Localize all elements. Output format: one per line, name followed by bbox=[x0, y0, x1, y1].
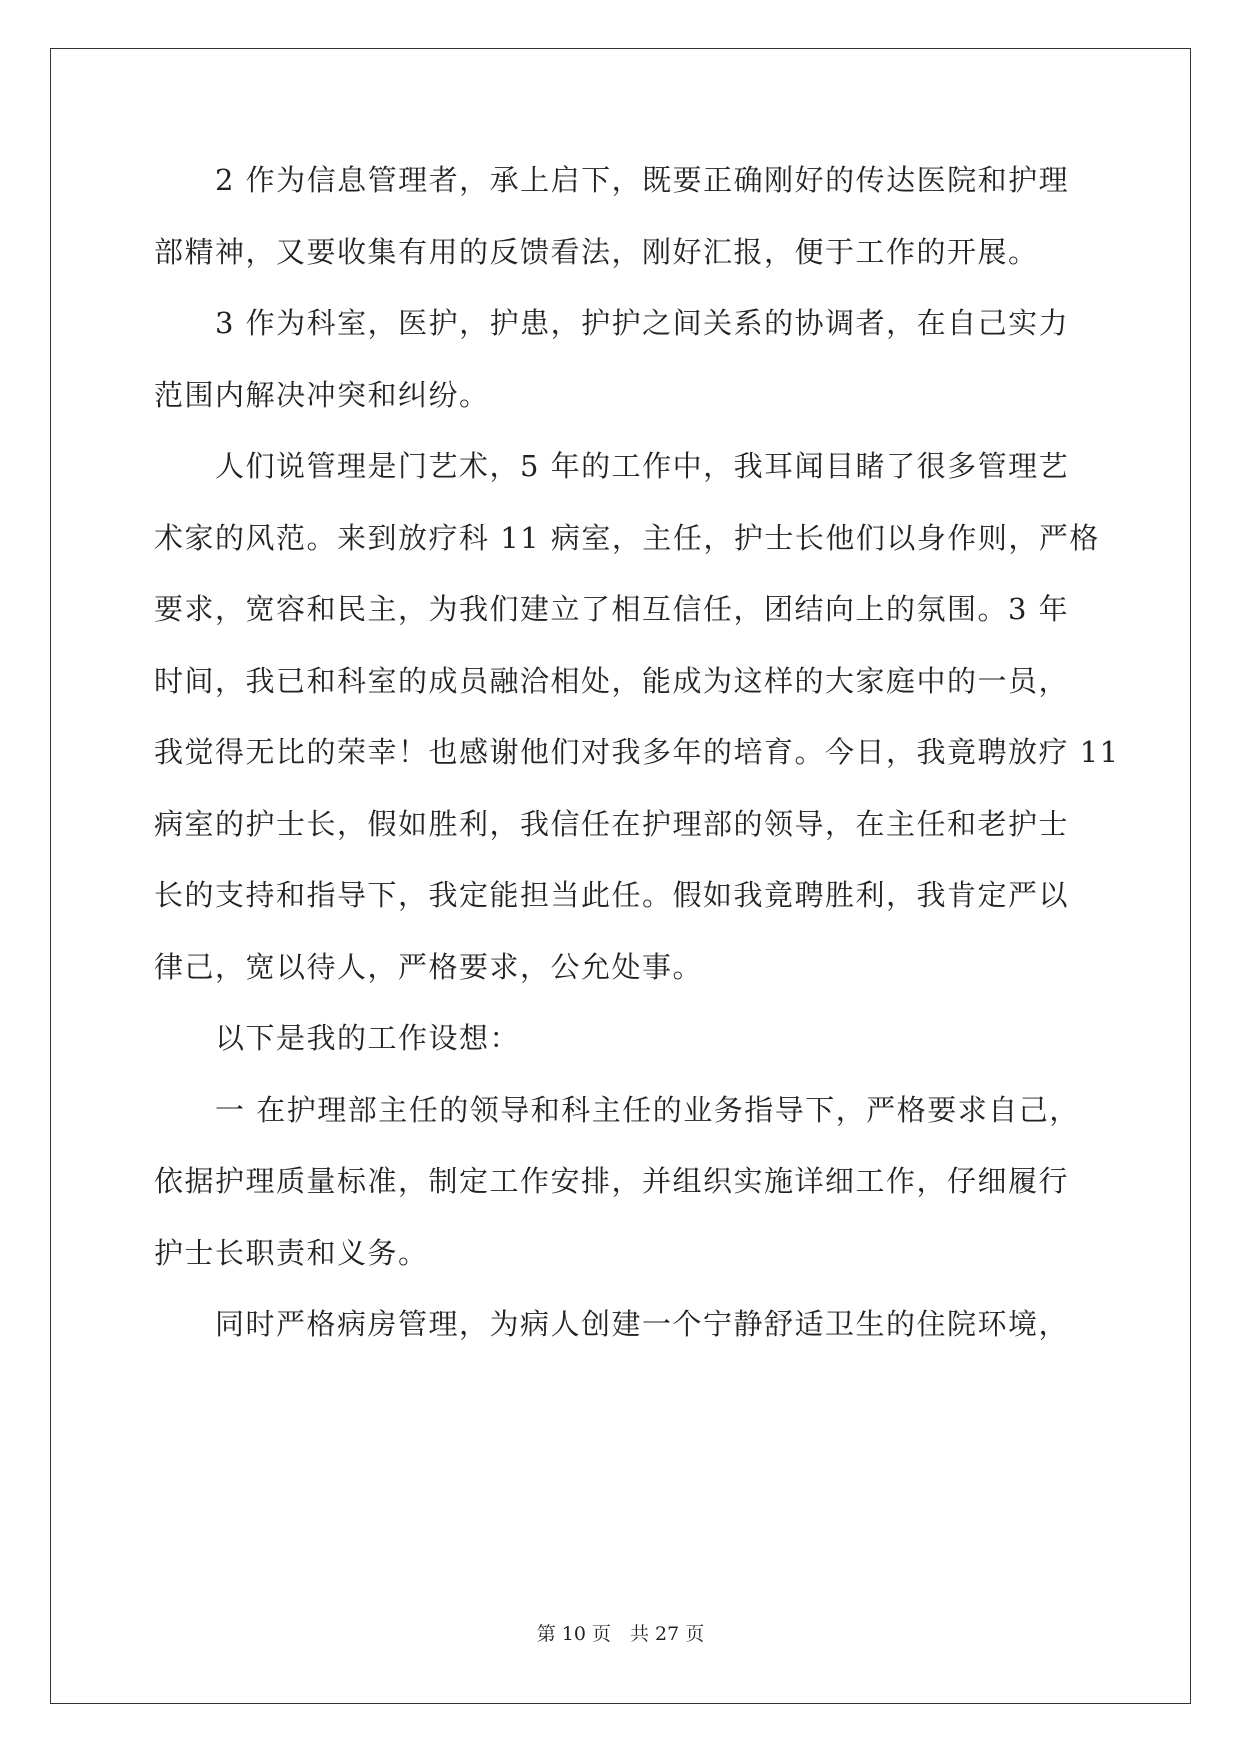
text-line: 一 在护理部主任的领导和科主任的业务指导下，严格要求自己， bbox=[154, 1093, 1080, 1127]
text-line: 术家的风范。来到放疗科 11 病室，主任，护士长他们以身作则，严格 bbox=[154, 521, 1100, 555]
text-line: 依据护理质量标准，制定工作安排，并组织实施详细工作，仔细履行 bbox=[154, 1164, 1070, 1198]
text-line: 范围内解决冲突和纠纷。 bbox=[154, 378, 490, 412]
page-number-footer: 第 10 页 共 27 页 bbox=[536, 1623, 705, 1645]
text-line: 病室的护士长，假如胜利，我信任在护理部的领导，在主任和老护士 bbox=[154, 807, 1070, 841]
text-line: 同时严格病房管理，为病人创建一个宁静舒适卫生的住院环境， bbox=[154, 1307, 1070, 1341]
text-line: 部精神，又要收集有用的反馈看法，刚好汇报，便于工作的开展。 bbox=[154, 235, 1039, 269]
text-line: 律己，宽以待人，严格要求，公允处事。 bbox=[154, 950, 704, 984]
text-line: 时间，我已和科室的成员融洽相处，能成为这样的大家庭中的一员， bbox=[154, 664, 1070, 698]
text-line: 护士长职责和义务。 bbox=[154, 1236, 429, 1270]
text-line: 长的支持和指导下，我定能担当此任。假如我竟聘胜利，我肯定严以 bbox=[154, 878, 1070, 912]
text-line: 3 作为科室，医护，护患，护护之间关系的协调者，在自己实力 bbox=[154, 306, 1070, 340]
text-line: 要求，宽容和民主，为我们建立了相互信任，团结向上的氛围。3 年 bbox=[154, 592, 1070, 626]
text-line: 我觉得无比的荣幸！也感谢他们对我多年的培育。今日，我竟聘放疗 11 bbox=[154, 735, 1120, 769]
text-line: 以下是我的工作设想： bbox=[154, 1021, 521, 1055]
text-line: 2 作为信息管理者，承上启下，既要正确刚好的传达医院和护理 bbox=[154, 163, 1070, 197]
text-line: 人们说管理是门艺术，5 年的工作中，我耳闻目睹了很多管理艺 bbox=[154, 449, 1070, 483]
